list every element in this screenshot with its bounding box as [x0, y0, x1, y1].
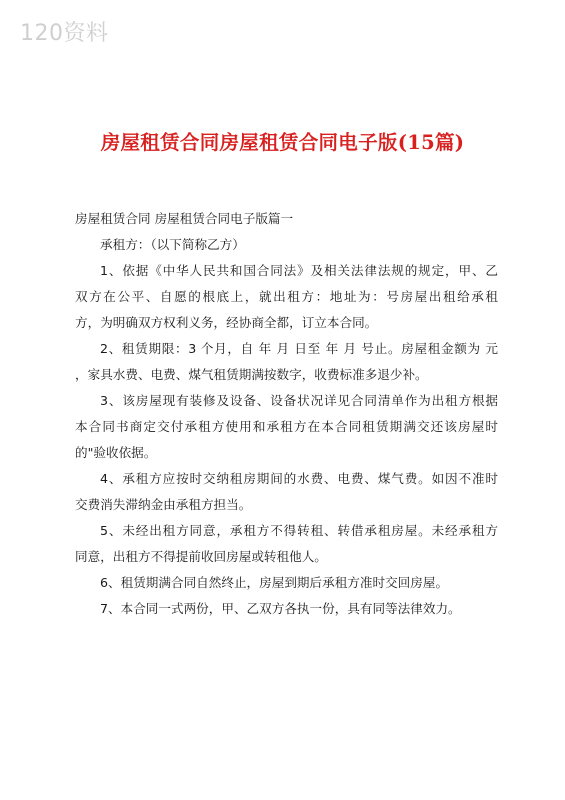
clause-line: ，家具水费、电费、煤气租赁期满按数字，收费标准多退少补。	[75, 367, 428, 382]
clause-line: 7、本合同一式两份，甲、乙双方各执一份，具有同等法律效力。	[100, 601, 461, 616]
clause-4	[75, 466, 498, 518]
clause-line: 交费消失滞纳金由承租方担当。	[75, 497, 252, 512]
document-body	[75, 206, 498, 622]
clause-7	[75, 596, 498, 622]
clause-line: 本合同书商定交付承租方使用和承租方在本合同租赁期满交还该房屋时	[75, 419, 498, 434]
clause-line: 双方在公平、自愿的根底上，就出租方：地址为：号房屋出租给承租	[75, 289, 498, 304]
clause-line: 同意，出租方不得提前收回房屋或转租他人。	[75, 549, 327, 564]
clause-line: 1、依据《中华人民共和国合同法》及相关法律法规的规定，甲、乙	[100, 263, 498, 278]
clause-line: 2、租赁期限：3 个月，自 年 月 日至 年 月 号止。房屋租金额为 元	[100, 341, 498, 356]
clause-line: 5、未经出租方同意，承租方不得转租、转借承租房屋。未经承租方	[100, 523, 498, 538]
section-heading: 房屋租赁合同 房屋租赁合同电子版篇一	[75, 211, 294, 226]
clause-6	[75, 570, 498, 596]
clause-1	[75, 258, 498, 336]
clause-line: 的"验收依据。	[75, 445, 157, 460]
lessee-line: 承租方：（以下简称乙方）	[100, 237, 245, 252]
clause-line: 6、租赁期满合同自然终止，房屋到期后承租方准时交回房屋。	[100, 575, 449, 590]
clause-3	[75, 388, 498, 466]
clause-2	[75, 336, 498, 388]
document-title: 房屋租赁合同房屋租赁合同电子版(15篇)	[100, 131, 465, 154]
clause-5	[75, 518, 498, 570]
watermark-logo: 120资料	[20, 21, 109, 46]
clause-line: 3、该房屋现有装修及设备、设备状况详见合同清单作为出租方根据	[100, 393, 498, 408]
clause-line: 4、承租方应按时交纳租房期间的水费、电费、煤气费。如因不准时	[100, 471, 498, 486]
clause-line: 方，为明确双方权利义务，经协商全都，订立本合同。	[75, 315, 378, 330]
